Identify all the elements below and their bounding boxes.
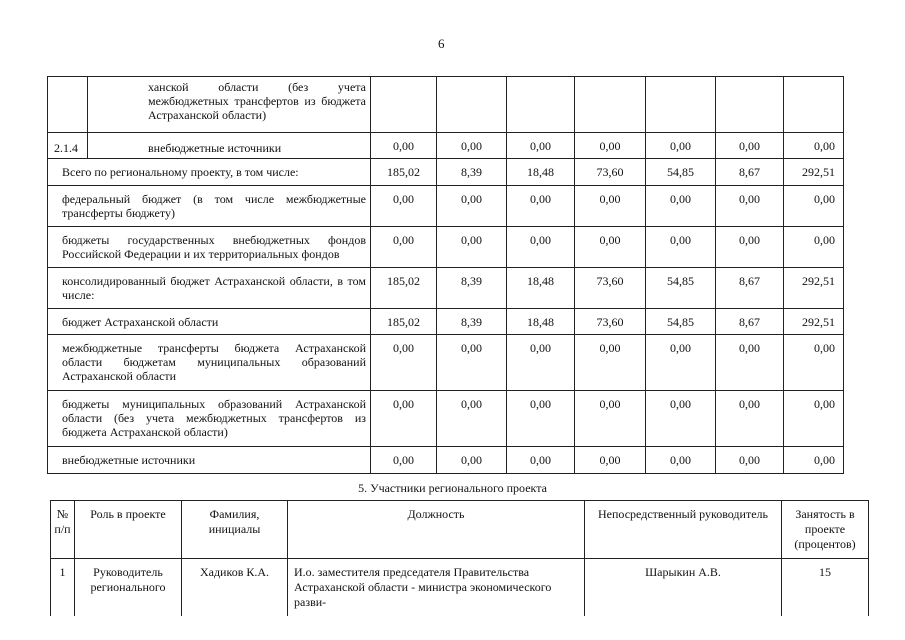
participants-table — [50, 500, 869, 616]
participant-manager: Шарыкин А.В. — [585, 559, 782, 617]
participants-section-title: 5. Участники регионального проекта — [358, 481, 547, 495]
row-value: 73,60 — [575, 268, 646, 309]
row-value: 0,00 — [507, 335, 575, 391]
header-position: Должность — [288, 501, 585, 559]
row-value: 0,00 — [716, 133, 784, 159]
row-value — [716, 77, 784, 133]
row-value — [507, 77, 575, 133]
table-row — [48, 309, 844, 335]
row-value: 0,00 — [646, 335, 716, 391]
header-role: Роль в проекте — [75, 501, 182, 559]
row-value: 18,48 — [507, 268, 575, 309]
row-value: 0,00 — [646, 447, 716, 474]
row-value: 0,00 — [784, 447, 844, 474]
table-row — [48, 447, 844, 474]
row-value: 54,85 — [646, 268, 716, 309]
budget-table — [47, 76, 844, 474]
row-value: 0,00 — [575, 133, 646, 159]
row-value: 185,02 — [371, 309, 437, 335]
row-value: 0,00 — [371, 227, 437, 268]
row-code: 2.1.4 — [48, 133, 88, 159]
row-value: 0,00 — [507, 186, 575, 227]
row-value: 18,48 — [507, 309, 575, 335]
row-value: 0,00 — [437, 227, 507, 268]
row-label: Всего по региональному проекту, в том числе: — [48, 159, 371, 186]
row-value: 0,00 — [371, 335, 437, 391]
participant-number: 1 — [51, 559, 75, 617]
table-row — [48, 77, 844, 133]
table-row — [48, 133, 844, 159]
row-value: 185,02 — [371, 268, 437, 309]
row-value: 0,00 — [575, 186, 646, 227]
row-label: ханской области (без учета межбюджетных трансфертов из бюджета Астраханской области) — [88, 77, 371, 133]
row-value: 0,00 — [437, 133, 507, 159]
row-value — [371, 77, 437, 133]
row-value: 0,00 — [646, 133, 716, 159]
row-value: 0,00 — [784, 186, 844, 227]
table-row — [48, 335, 844, 391]
row-label: внебюджетные источники — [48, 447, 371, 474]
header-name: Фамилия, инициалы — [182, 501, 288, 559]
row-value: 8,39 — [437, 268, 507, 309]
header-manager: Непосредственный руководитель — [585, 501, 782, 559]
row-value: 185,02 — [371, 159, 437, 186]
row-value: 8,67 — [716, 309, 784, 335]
table-row — [48, 159, 844, 186]
row-label: бюджеты муниципальных образований Астраханской области (без учета межбюджетных трансфертов из бюджета Астраханской области) — [48, 391, 371, 447]
row-value: 0,00 — [646, 227, 716, 268]
row-value: 18,48 — [507, 159, 575, 186]
row-value: 292,51 — [784, 309, 844, 335]
table-row — [51, 559, 869, 617]
table-row — [48, 186, 844, 227]
row-value: 0,00 — [716, 335, 784, 391]
row-value — [646, 77, 716, 133]
row-value: 0,00 — [646, 186, 716, 227]
row-label: бюджеты государственных внебюджетных фондов Российской Федерации и их территориальных фондов — [48, 227, 371, 268]
row-value — [437, 77, 507, 133]
row-label: консолидированный бюджет Астраханской области, в том числе: — [48, 268, 371, 309]
row-value: 8,67 — [716, 159, 784, 186]
row-value: 0,00 — [437, 391, 507, 447]
row-value: 0,00 — [371, 447, 437, 474]
row-value: 8,39 — [437, 309, 507, 335]
header-load: Занятость в проекте (процентов) — [782, 501, 869, 559]
header-number: № п/п — [51, 501, 75, 559]
row-value: 0,00 — [784, 133, 844, 159]
row-value — [575, 77, 646, 133]
row-value: 54,85 — [646, 309, 716, 335]
row-value: 0,00 — [716, 447, 784, 474]
table-row — [48, 268, 844, 309]
table-row — [48, 227, 844, 268]
row-value: 0,00 — [716, 227, 784, 268]
page-number: 6 — [438, 36, 445, 51]
row-code — [48, 77, 88, 133]
row-value: 0,00 — [575, 335, 646, 391]
row-value: 73,60 — [575, 309, 646, 335]
row-value: 0,00 — [784, 391, 844, 447]
row-value: 0,00 — [507, 133, 575, 159]
row-value: 8,39 — [437, 159, 507, 186]
row-value: 54,85 — [646, 159, 716, 186]
row-value: 0,00 — [507, 447, 575, 474]
row-label: межбюджетные трансферты бюджета Астраханской области бюджетам муниципальных образований Астраханской области — [48, 335, 371, 391]
participant-role: Руководитель регионального — [75, 559, 182, 617]
row-value: 292,51 — [784, 159, 844, 186]
row-value: 0,00 — [575, 227, 646, 268]
row-value: 0,00 — [371, 391, 437, 447]
row-value: 0,00 — [784, 227, 844, 268]
row-value — [784, 77, 844, 133]
row-value: 8,67 — [716, 268, 784, 309]
row-value: 0,00 — [575, 447, 646, 474]
row-value: 0,00 — [437, 335, 507, 391]
participant-load: 15 — [782, 559, 869, 617]
row-value: 0,00 — [507, 227, 575, 268]
row-value: 0,00 — [437, 447, 507, 474]
participant-name: Хадиков К.А. — [182, 559, 288, 617]
row-value: 0,00 — [716, 186, 784, 227]
row-label: федеральный бюджет (в том числе межбюджетные трансферты бюджету) — [48, 186, 371, 227]
row-value: 0,00 — [371, 133, 437, 159]
participant-position: И.о. заместителя председателя Правительства Астраханской области - министра экономического разви- — [288, 559, 585, 617]
row-value: 0,00 — [575, 391, 646, 447]
row-value: 0,00 — [716, 391, 784, 447]
row-value: 0,00 — [646, 391, 716, 447]
table-row — [48, 391, 844, 447]
row-label: бюджет Астраханской области — [48, 309, 371, 335]
row-value: 0,00 — [507, 391, 575, 447]
row-value: 73,60 — [575, 159, 646, 186]
row-value: 292,51 — [784, 268, 844, 309]
row-value: 0,00 — [371, 186, 437, 227]
row-value: 0,00 — [437, 186, 507, 227]
row-label: внебюджетные источники — [88, 133, 371, 159]
row-value: 0,00 — [784, 335, 844, 391]
